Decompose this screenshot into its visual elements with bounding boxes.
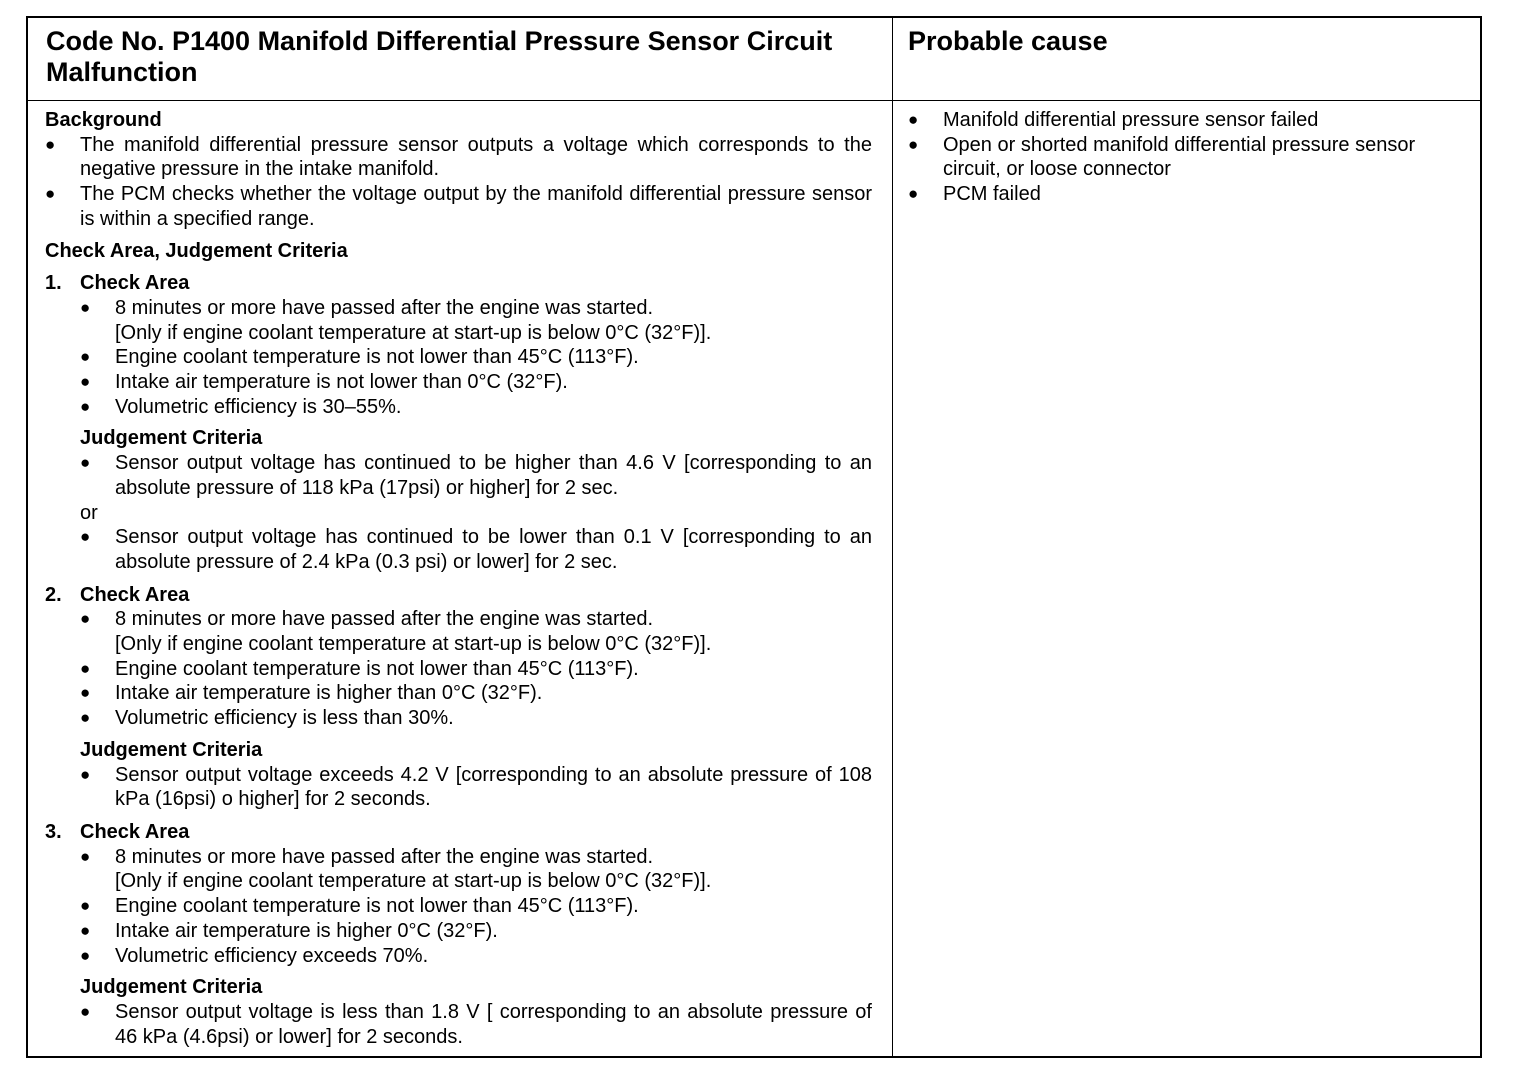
bullet-icon: ● (80, 764, 91, 784)
list-item: ● Intake air temperature is higher 0°C (32°F). (80, 919, 498, 942)
bullet-icon: ● (80, 658, 91, 678)
bullet-icon: ● (80, 708, 91, 728)
bullet-icon: ● (908, 134, 919, 154)
check-area-heading: Check Area, Judgement Criteria (45, 239, 348, 262)
bullet-icon: ● (80, 945, 91, 965)
section-2-check-list (45, 607, 872, 812)
column-divider (892, 18, 893, 1056)
list-item: ● Volumetric efficiency is 30–55%. (80, 395, 402, 418)
list-item: ● Engine coolant temperature is not lower than 45°C (113°F). (80, 657, 639, 680)
probable-cause-title: Probable cause (908, 26, 1108, 56)
bullet-icon: ● (80, 396, 91, 416)
bullet-icon: ● (80, 609, 91, 629)
section-2-judgement-label: Judgement Criteria (80, 738, 263, 761)
bullet-icon: ● (908, 110, 919, 129)
list-item: ● Sensor output voltage exceeds 4.2 V [corresponding to an absolute pressure of 108 kPa (16psi) o higher] for 2 seconds. (80, 763, 872, 811)
list-item: ● Engine coolant temperature is not lower than 45°C (113°F). (80, 895, 639, 918)
background-item: ● The PCM checks whether the voltage output by the manifold differential pressure sensor is within a specified range. (45, 183, 872, 230)
bullet-icon: ● (80, 1001, 91, 1021)
list-item: ● Volumetric efficiency is less than 30%. (80, 707, 454, 730)
bullet-icon: ● (80, 846, 91, 866)
bullet-icon: ● (80, 527, 91, 547)
section-3-judgement-label: Judgement Criteria (80, 976, 263, 999)
list-item: ● Intake air temperature is higher than 0°C (32°F). (80, 682, 543, 705)
probable-cause-column (908, 108, 1468, 207)
background-item: ● The manifold differential pressure sensor outputs a voltage which corresponds to the negative pressure in the intake manifold. (45, 133, 872, 181)
bullet-icon: ● (80, 920, 91, 940)
bullet-icon: ● (80, 683, 91, 703)
list-item: ● 8 minutes or more have passed after the engine was started. [Only if engine coolant temperature at start-up is below 0°C (32°F)]. (80, 845, 712, 893)
section-2-check-area-label: 2. Check Area (45, 583, 190, 606)
section-1-check-list (45, 296, 872, 575)
section-number: 1. (45, 272, 62, 295)
bullet-icon: ● (80, 297, 91, 317)
bullet-icon: ● (80, 896, 91, 916)
section-number: 2. (45, 583, 62, 606)
list-item: ● Volumetric efficiency exceeds 70%. (80, 944, 429, 967)
header-divider (28, 100, 1480, 101)
list-item: ● Sensor output voltage has continued to be lower than 0.1 V [corresponding to an absolute pressure of 2.4 kPa (0.3 psi) or lower] for 2 sec. (80, 526, 872, 573)
section-number: 3. (45, 820, 62, 843)
probable-cause-item: ● Open or shorted manifold differential pressure sensor circuit, or loose connector (908, 133, 1416, 181)
section-3-check-list (45, 845, 872, 1050)
diagnostic-table (26, 16, 1482, 1058)
bullet-icon: ● (80, 372, 91, 392)
bullet-icon: ● (80, 347, 91, 367)
list-item: ● Sensor output voltage has continued to be higher than 4.6 V [corresponding to an absolute pressure of 118 kPa (17psi) or higher] for 2 sec. (80, 452, 872, 499)
list-item: ● 8 minutes or more have passed after the engine was started. [Only if engine coolant temperature at start-up is below 0°C (32°F)]. (80, 608, 712, 656)
bullet-icon: ● (80, 453, 91, 473)
section-1-judgement-label: Judgement Criteria (80, 427, 263, 450)
section-1-check-area-label: 1. Check Area (45, 272, 190, 295)
probable-cause-item: ● Manifold differential pressure sensor failed (908, 109, 1319, 131)
description-column (45, 108, 872, 1049)
code-title: Code No. P1400 Manifold Differential Pressure Sensor Circuit Malfunction (46, 26, 833, 87)
bullet-icon: ● (908, 184, 919, 204)
list-item: ● 8 minutes or more have passed after the engine was started. [Only if engine coolant temperature at start-up is below 0°C (32°F)]. (80, 296, 712, 344)
list-item: ● Sensor output voltage is less than 1.8 V [ corresponding to an absolute pressure of 46 kPa (4.6psi) or lower] for 2 seconds. (80, 1000, 872, 1048)
list-item: ● Engine coolant temperature is not lower than 45°C (113°F). (80, 346, 639, 369)
list-item: ● Intake air temperature is not lower than 0°C (32°F). (80, 371, 568, 394)
probable-cause-item: ● PCM failed (908, 183, 1041, 206)
or-connector: or (80, 501, 98, 524)
background-label: Background (45, 109, 162, 131)
bullet-icon: ● (45, 134, 56, 154)
bullet-icon: ● (45, 184, 56, 204)
section-3-check-area-label: 3. Check Area (45, 820, 190, 843)
